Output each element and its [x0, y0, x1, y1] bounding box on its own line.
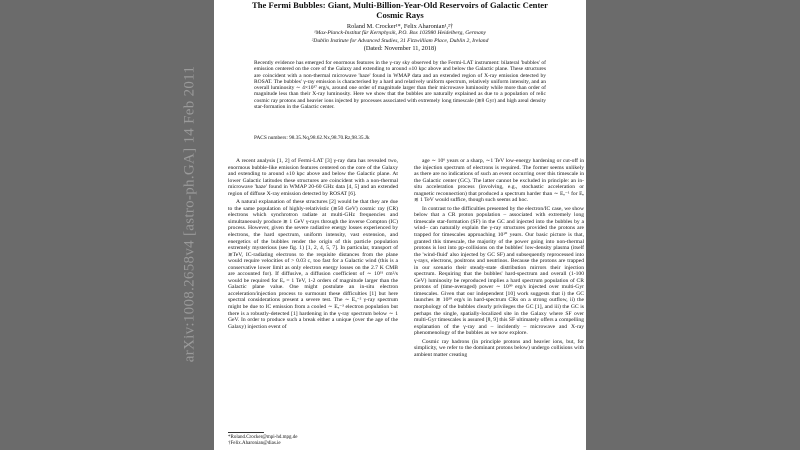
affiliation-2: ²Dublin Institute for Advanced Studies, 31 Fitzwilliam Place, Dublin 2, Ireland [311, 37, 489, 44]
date-line: (Dated: November 11, 2018) [363, 45, 437, 53]
paragraph: In contrast to the difficulties presented by the electron/IC case, we show below that a CR proton population – associated with extremely long timescale star-formation (SF) in the GC and injected into the bubbles by a wind– can naturally explain the γ-ray structures provided the protons are trapped for timescales approaching 10¹⁰ years. Our basic picture is that, granted this timescale, the majority of the power going into non-thermal protons is lost into pp-collisions on the bubbles' low-density plasma (itself the 'wind-fluid' also injected by GC SF) and subsequently reprocessed into γ-rays, electrons, positrons and neutrinos. Because the protons are trapped in our scenario their steady-state distribution mirrors their injection spectrum. Requiring that the bubbles' hard-spectrum and overall (1-100 GeV) luminosity be reproduced implies a hard spectrum population of CR protons of (time-averaged) power ∼ 10³⁹ erg/s injected over multi-Gyr timescales. Given that our independent [10] work suggests that i) the GC launches ≳ 10³⁹ erg/s in hard-spectrum CRs on a strong outflow, ii) the morphology of the bubbles clearly privileges the GC [1], and iii) the GC is perhaps the single, spatially-localized site in the Galaxy where SF over multi-Gyr timescales is assured [8, 9] this SF ultimately offers a compelling explanation of the γ-ray and – incidently – microwave and X-ray phenomenology of the bubbles as we now explore. [414, 205, 584, 337]
paragraph: A natural explanation of these structures [2] would be that they are due to the same population of highly-relativistic (≳50 GeV) cosmic ray (CR) electrons which synchrotron radiate at multi-GHz frequencies and simultaneously produce ≳ 1 GeV γ-rays through the inverse Compton (IC) process. However, given the severe radiative energy losses experienced by electrons, the hard spectrum, uniform intensity, vast extension, and energetics of the bubbles render the origin of this particle population extremely mysterious (see fig. 1) [1, 2, 4, 5, 7]. In particular, transport of ≳TeV, IC-radiating electrons to the requisite distances from the plane would require velocities of > 0.03 c, too fast for a Galactic wind (this is a conservative lower limit as only electron energy losses on the 2.7 K CMB are accounted for). If diffusive, a diffusion coefficient of ∼ 10³¹ cm²/s would be required for Eₑ = 1 TeV, 1-2 orders of magnitude larger than the Galactic plane value. One might postulate an in-situ electron acceleration/injection process to surmount these difficulties [1] but here spectral considerations present a severe test. The ∼ Eᵧ⁻² γ-ray spectrum might be due to IC emission from a cooled ∼ Eₑ⁻³ electron population but there is a robustly-detected [1] hardening in the γ-ray spectrum below ∼ 1 GeV. In order to produce such a break either a unique (over the age of the Galaxy) injection event of [228, 199, 398, 330]
author-names: Roland M. Crocker¹*, Felix Aharonian¹,²† [346, 23, 454, 30]
pacs-numbers: PACS numbers: 98.35.Nq,98.62.Nx,98.70.Rz,98.35.Jk [254, 135, 370, 141]
footnote-2: †Felix.Aharonian@dias.ie [228, 441, 281, 446]
arxiv-identifier [176, 65, 204, 363]
author-block [234, 23, 566, 53]
arxiv-id-text: arXiv:1008.2658v4 [astro-ph.GA] 14 Feb 2011 [181, 65, 198, 363]
paragraph: Cosmic ray hadrons (in principle protons and heavier ions, but, for simplicity, we refer to the dominant protons below) undergo collisions with ambient matter creating [414, 338, 584, 358]
footnote-rule [228, 432, 264, 433]
body-column-left [228, 158, 398, 332]
paragraph: age ∼ 10⁶ years or a sharp, ∼1 TeV low-energy hardening or cut-off in the injection spectrum of electrons is required. The former seems unlikely as there are no indications of such an event occurring over this timescale in the Galactic center (GC). The latter cannot be excluded in principle: an in-situ acceleration process (involving, e.g., stochastic acceleration or magnetic reconnection) that produced a spectrum harder than ∼ Eₑ⁻¹ for Eₑ ≲ 1 TeV would suffice, though such seems ad hoc. [414, 158, 584, 204]
title-line-1: The Fermi Bubbles: Giant, Multi-Billion-Year-Old Reservoirs of Galactic Center [252, 0, 548, 10]
paper-page [214, 0, 586, 450]
paper-title [234, 0, 566, 20]
paragraph: A recent analysis [1, 2] of Fermi-LAT [3] γ-ray data has revealed two, enormous bubble-like emission features centered on the core of the Galaxy and extending to around ±10 kpc above and below the Galactic plane. At lower Galactic latitudes these structures are coincident with a non-thermal microwave 'haze' found in WMAP 20-60 GHz data [4, 5] and an extended region of diffuse X-ray emission detected by ROSAT [6]. [228, 158, 398, 197]
abstract: Recently evidence has emerged for enormous features in the γ-ray sky observed by the Fermi-LAT instrument: bilateral 'bubbles' of emission centered on the core of the Galaxy and extending to around ±10 kpc above and below the Galactic plane. These structures are coincident with a non-thermal microwave 'haze' found in WMAP data and an extended region of X-ray emission detected by ROSAT. The bubbles' γ-ray emission is characterised by a hard and relatively uniform spectrum, relatively uniform intensity, and an overall luminosity ∼ 4×10³⁷ erg/s, around one order of magnitude larger than their microwave luminosity while more than order of magnitude less than their X-ray luminosity. Here we show that the bubbles are naturally explained as due to a population of relic cosmic ray protons and heavier ions injected by processes associated with extremely long timescale (≳8 Gyr) and high areal density star-formation in the Galactic center. [254, 60, 546, 111]
footnote-1: *Roland.Crocker@mpi-hd.mpg.de [228, 435, 298, 440]
title-line-2: Cosmic Rays [376, 10, 424, 20]
footnotes [228, 435, 297, 447]
body-column-right [414, 158, 584, 360]
affiliation-1: ¹Max-Planck-Institut für Kernphysik, P.O. Box 103980 Heidelberg, Germany [313, 30, 487, 37]
